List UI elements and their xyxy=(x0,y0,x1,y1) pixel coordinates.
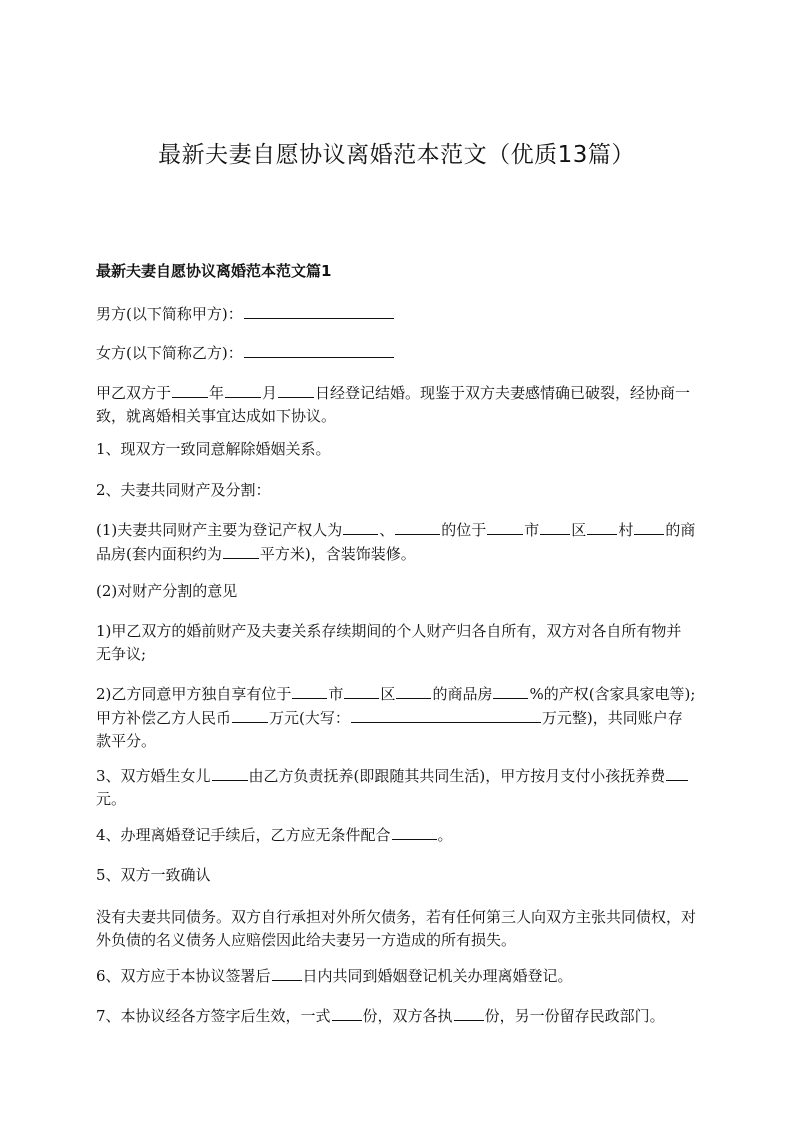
man-name-blank xyxy=(244,302,394,319)
debt-paragraph: 没有夫妻共同债务。双方自行承担对外所欠债务，若有任何第三人向双方主张共同债权，对外负债的名义债务人应赔偿因此给夫妻另一方造成的所有损失。 xyxy=(96,908,697,949)
item-1: 1、现双方一致同意解除婚姻关系。 xyxy=(96,440,331,458)
item-7 xyxy=(96,1004,696,1028)
text: 日经登记结婚。现鉴于双方夫妻感情确已破裂，经协商一致，就离婚相关事宜达成如下协议。 xyxy=(96,384,691,425)
support-blank xyxy=(666,764,688,781)
text: 7、本协议经各方签字后生效，一式 xyxy=(96,1007,331,1025)
each-copies-blank xyxy=(454,1004,484,1021)
year-blank xyxy=(172,381,208,398)
o-city-blank xyxy=(292,682,327,699)
o-district-blank xyxy=(344,682,379,699)
text: 市 xyxy=(328,685,344,703)
day-blank xyxy=(278,381,314,398)
text: 的商品房(套内面积约为 xyxy=(96,521,696,563)
text: 月 xyxy=(262,384,278,402)
opinion-2 xyxy=(96,682,696,753)
text: 的位于 xyxy=(441,521,487,539)
text: 份，双方各执 xyxy=(362,1007,453,1025)
percent-blank xyxy=(493,682,528,699)
amount-words-blank xyxy=(351,706,541,723)
text: 万元(大写： xyxy=(269,709,350,727)
amount-blank xyxy=(232,706,268,723)
text: 。 xyxy=(437,826,453,844)
village-blank xyxy=(587,518,617,535)
text: 4、办理离婚登记手续后，乙方应无条件配合 xyxy=(96,826,391,844)
text: 日内共同到婚姻登记机关办理离婚登记。 xyxy=(302,967,573,985)
text: 区 xyxy=(380,685,396,703)
text: 村 xyxy=(618,521,634,539)
daughter-blank xyxy=(212,764,248,781)
document-title: 最新夫妻自愿协议离婚范本范文（优质13篇） xyxy=(158,142,635,168)
section-title: 最新夫妻自愿协议离婚范本范文篇1 xyxy=(96,262,332,280)
item-2: 2、夫妻共同财产及分割： xyxy=(96,481,271,499)
man-label: 男方(以下简称甲方)： xyxy=(96,305,243,323)
text: 、 xyxy=(379,521,395,539)
marriage-paragraph xyxy=(96,381,696,428)
text: (1)夫妻共同财产主要为登记产权人为 xyxy=(96,521,343,539)
owner2-blank xyxy=(395,518,440,535)
city-blank xyxy=(487,518,523,535)
text: 3、双方婚生女儿 xyxy=(96,767,211,785)
text: 由乙方负责抚养(即跟随其共同生活)，甲方按月支付小孩抚养费 xyxy=(248,767,666,785)
text: 份，另一份留存民政部门。 xyxy=(484,1007,665,1025)
text: 年 xyxy=(209,384,225,402)
month-blank xyxy=(225,381,261,398)
text: 平方米)，含装饰装修。 xyxy=(259,545,416,563)
text: 甲乙双方于 xyxy=(96,384,172,402)
o-location-blank xyxy=(396,682,431,699)
cooperate-blank xyxy=(392,823,437,840)
woman-label: 女方(以下简称乙方)： xyxy=(96,344,243,362)
location-blank xyxy=(634,518,664,535)
text: 的商品房 xyxy=(432,685,493,703)
text: 6、双方应于本协议签署后 xyxy=(96,967,271,985)
woman-field xyxy=(96,341,696,365)
text: 万元整)，共同账户存款平分。 xyxy=(96,709,683,750)
sub-2: (2)对财产分割的意见 xyxy=(96,582,238,600)
text: 元。 xyxy=(96,790,127,808)
man-field xyxy=(96,302,696,326)
opinion-1: 1)甲乙双方的婚前财产及夫妻关系存续期间的个人财产归各自所有，双方对各自所有物并无争议; xyxy=(96,622,682,663)
item-5: 5、双方一致确认 xyxy=(96,866,211,884)
item-3 xyxy=(96,764,696,811)
woman-name-blank xyxy=(244,341,394,358)
days-blank xyxy=(272,964,302,981)
item-6 xyxy=(96,964,696,988)
property-paragraph xyxy=(96,518,696,566)
district-blank xyxy=(540,518,570,535)
item-4 xyxy=(96,823,696,847)
text: 市 xyxy=(524,521,540,539)
text: %的产权(含家具家电等);甲方补偿乙方人民币 xyxy=(96,685,696,727)
copies-blank xyxy=(332,1004,362,1021)
text: 2)乙方同意甲方独自享有位于 xyxy=(96,685,292,703)
text: 区 xyxy=(571,521,587,539)
area-blank xyxy=(223,542,259,559)
owner1-blank xyxy=(343,518,378,535)
